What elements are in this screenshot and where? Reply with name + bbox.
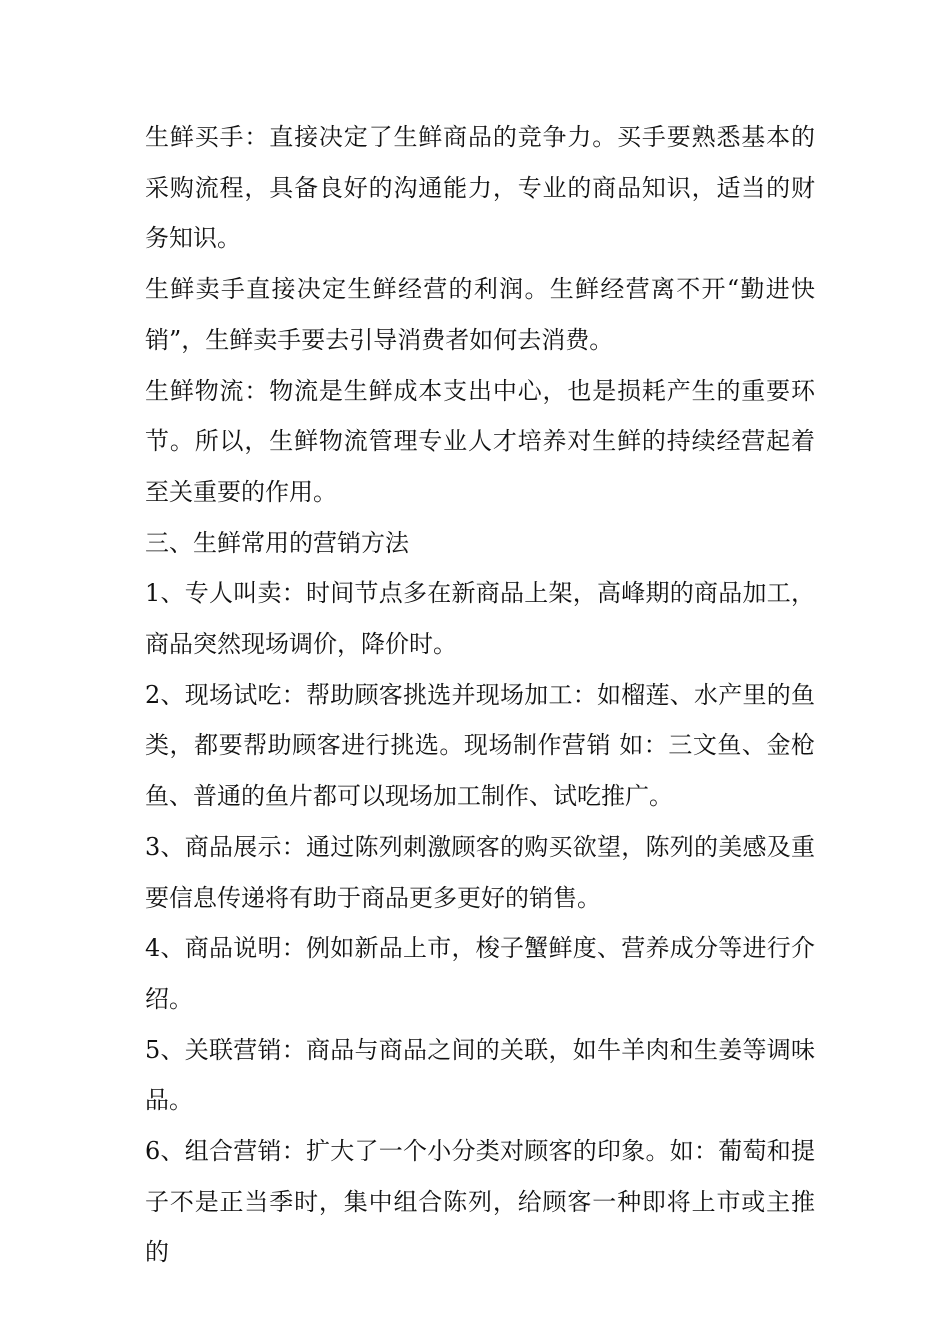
paragraph-method-2: 2、现场试吃：帮助顾客挑选并现场加工：如榴莲、水产里的鱼类，都要帮助顾客进行挑选。现场制作营销 如：三文鱼、金枪鱼、普通的鱼片都可以现场加工制作、试吃推广。 (145, 680, 815, 811)
paragraph-fresh-seller: 生鲜卖手直接决定生鲜经营的利润。生鲜经营离不开“勤进快销”，生鲜卖手要去引导消费者如何去消费。 (145, 275, 815, 354)
paragraph-method-3: 3、商品展示：通过陈列刺激顾客的购买欲望，陈列的美感及重要信息传递将有助于商品更多更好的销售。 (145, 832, 815, 912)
section-heading-marketing-methods: 三、生鲜常用的营销方法 (145, 528, 409, 557)
document-body (145, 112, 815, 1278)
paragraph-method-1: 1、专人叫卖：时间节点多在新商品上架，高峰期的商品加工，商品突然现场调价，降价时。 (145, 579, 815, 659)
paragraph-fresh-logistics: 生鲜物流：物流是生鲜成本支出中心，也是损耗产生的重要环节。所以，生鲜物流管理专业人才培养对生鲜的持续经营起着至关重要的作用。 (145, 376, 815, 506)
paragraph-fresh-buyer: 生鲜买手：直接决定了生鲜商品的竞争力。买手要熟悉基本的采购流程，具备良好的沟通能力，专业的商品知识，适当的财务知识。 (145, 123, 815, 253)
paragraph-method-5: 5、关联营销：商品与商品之间的关联，如牛羊肉和生姜等调味品。 (145, 1035, 815, 1115)
paragraph-method-6: 6、组合营销：扩大了一个小分类对顾客的印象。如：葡萄和提子不是正当季时，集中组合陈列，给顾客一种即将上市或主推的 (145, 1137, 815, 1267)
paragraph-method-4: 4、商品说明：例如新品上市，梭子蟹鲜度、营养成分等进行介绍。 (145, 934, 815, 1013)
